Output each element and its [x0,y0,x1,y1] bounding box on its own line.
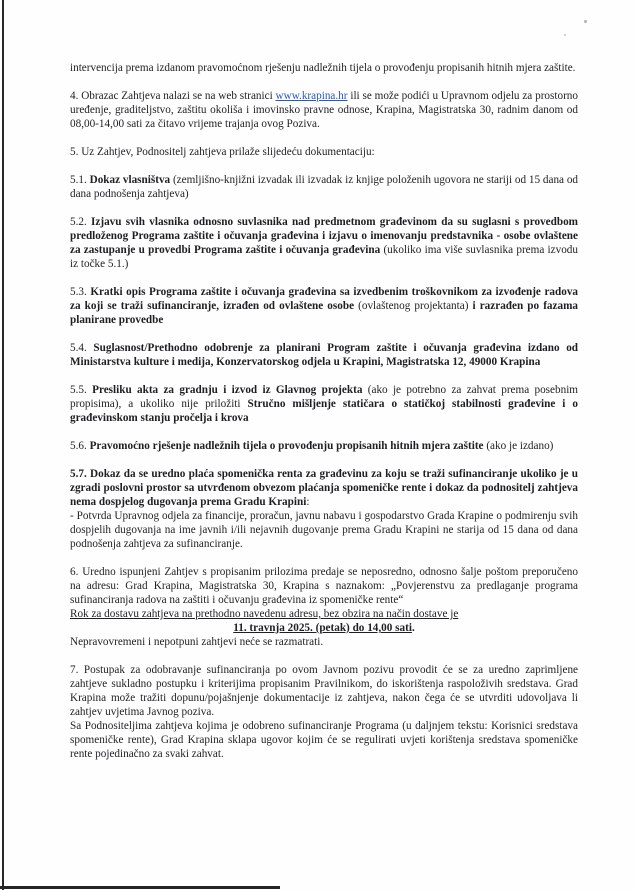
line-nepravovremeni [70,635,578,649]
text-segment: 5.7. Dokaz da se uredno plaća spomenička renta za građevinu za koju se traži sufinanciranje ukoliko je u zgradi poslovni prostor sa utvrđenom obvezom plaćanja spomeničke rente i dokaz da podnositelj zahtjeva nema dospjelog dugovanja prema Gradu Krapini [70,468,578,508]
item-5-7 [70,467,578,509]
text-segment: ili se može podići u Upravnom odjelu za prostorno uređenje, graditeljstvo, zaštitu okoliša i imovinsko pravne odnose, Krapina, Magistratska 30, radnim danom od 08,00-14,00 sati za čitavo vrijeme trajanja ovog Poziva. [70,90,578,130]
text-segment: (ako je potrebno za zahvat prema posebnim propisima), a ukoliko nije priložiti [70,384,579,410]
text-segment: Sa Podnositeljima zahtjeva kojima je odobreno sufinanciranje Programa (u daljnjem tekstu: Korisnici sredstava spomeničke rente), Grad Krapina sklapa ugovor kojim će se regulirati uvjeti korištenja sredstava spomeničke rente pojedinačno za svaki zahvat. [70,720,578,760]
text-segment: 6. Uredno ispunjeni Zahtjev s propisanim prilozima predaje se neposredno, odnosno šalje poštom preporučeno na adresu: Grad Krapina, Magistratska 30, Krapina s naznakom: „Povjerenstvu za predlaganje programa sufinanciranja radova na zaštiti i očuvanju građevina iz spomeničke rente“ [70,566,578,606]
text-segment: Izjavu svih vlasnika odnosno suvlasnika nad predmetnom građevinom da su suglasni s provedbom predloženog Programa zaštite i očuvanja građevina i izjavu o imenovanju predstavnika - osobe ovlaštene za zastupanje u provedbi Programa zaštite i očuvanja građevina [70,216,579,256]
text-segment: i razrađen po fazama planirane provedbe [70,300,578,326]
para-4-obrazac [70,89,578,131]
item-5-3 [70,285,578,327]
text-segment: intervencija prema izdanom pravomoćnom rješenju nadležnih tijela o provođenju propisanih hitnih mjera zaštite. [70,62,576,74]
item-5-2 [70,215,578,271]
text-segment: - Potvrda Upravnog odjela za financije, proračun, javnu nabavu i gospodarstvo Grada Krapine o podmirenju svih dospjelih dugovanja na ime javnih i/ili nejavnih dugovanje prema Gradu Krapini ne starija od 15 dana od dana podnošenja zahtjeva za sufinanciranje. [70,510,578,550]
text-segment: 5.1. [70,174,90,186]
text-segment: Rok za dostavu zahtjeva na prethodno navedenu adresu, bez obzira na način dostave je [70,608,459,620]
para-7-postupak [70,663,578,719]
text-segment: Dokaz vlasništva [89,174,173,186]
text-segment: (ako je izdano) [486,440,554,452]
text-segment: 5. Uz Zahtjev, Podnositelj zahtjeva prilaže slijedeću dokumentaciju: [70,146,375,158]
text-segment: Kratki opis Programa zaštite i očuvanja građevina sa izvedbenim troškovnikom za izvođenje radova za koji se traži sufinanciranje, izrađen od ovlaštene osobe [70,286,579,312]
item-5-5 [70,383,578,425]
para-intervencija [70,61,578,75]
line-rok-dostave [70,607,578,621]
para-7-ugovor [70,719,578,761]
text-segment: . [411,622,415,634]
scan-border-left-line [2,0,4,890]
text-segment: 7. Postupak za odobravanje sufinanciranja po ovom Javnom pozivu provodit će se za uredno zaprimljene zahtjeve sukladno postupku i kriterijima propisanim Pravilnikom, do iskorištenja raspoloživih sredstava. Grad Krapina može tražiti dopunu/pojašnjenje dokumentacije iz zahtjeva, nakon čega će se utvrditi udovoljava li zahtjev uvjetima Javnog poziva. [70,664,578,718]
item-5-7-potvrda [70,509,578,551]
item-5-6 [70,439,578,453]
scan-speck [564,34,566,36]
text-segment: 11. travnja 2025. (petak) do 14,00 sati [233,622,412,634]
text-segment: Pravomoćno rješenje nadležnih tijela o provođenju propisanih hitnih mjera zaštite [89,440,487,452]
para-6-predaja [70,565,578,607]
text-segment: Suglasnost/Prethodno odobrenje za planirani Program zaštite i očuvanja građevina izdano od Ministarstva kulture i medija, Konzervatorskog odjela u Krapini, Magistratska 12, 49000 Krapina [70,342,579,368]
scan-speck [584,20,587,23]
document-body [70,61,578,761]
text-segment: 5.3. [70,286,91,298]
text-segment: Presliku akta za gradnju i izvod iz Glavnog projekta [92,384,368,396]
text-segment: (zemljišno-knjižni izvadak ili izvadak iz knjige položenih ugovora ne stariji od 15 dana od dana podnošenja zahtjeva) [70,174,579,200]
item-5-4 [70,341,578,369]
text-segment: Nepravovremeni i nepotpuni zahtjevi neće se razmatrati. [70,636,324,648]
text-segment: (ukoliko ima više suvlasnika prema izvodu iz točke 5.1.) [70,244,578,270]
text-segment: 5.2. [70,216,92,228]
krapina-website-link[interactable]: www.krapina.hr [275,90,348,102]
text-segment: 5.4. [70,342,94,354]
scan-border-bottom-line [0,886,280,889]
item-5-1 [70,173,578,201]
para-5-dokumentacija [70,145,578,159]
text-segment: 5.5. [70,384,93,396]
text-segment: 4. Obrazac Zahtjeva nalazi se na web stranici [70,90,276,102]
text-segment: 5.6. [70,440,90,452]
text-segment: : [306,496,310,508]
text-segment: (ovlaštenog projektanta) [358,300,473,312]
text-segment: Stručno mišljenje statičara o statičkoj stabilnosti građevine i o građevinskom stanju pročelja i krova [70,398,578,424]
line-deadline-date [70,621,578,635]
